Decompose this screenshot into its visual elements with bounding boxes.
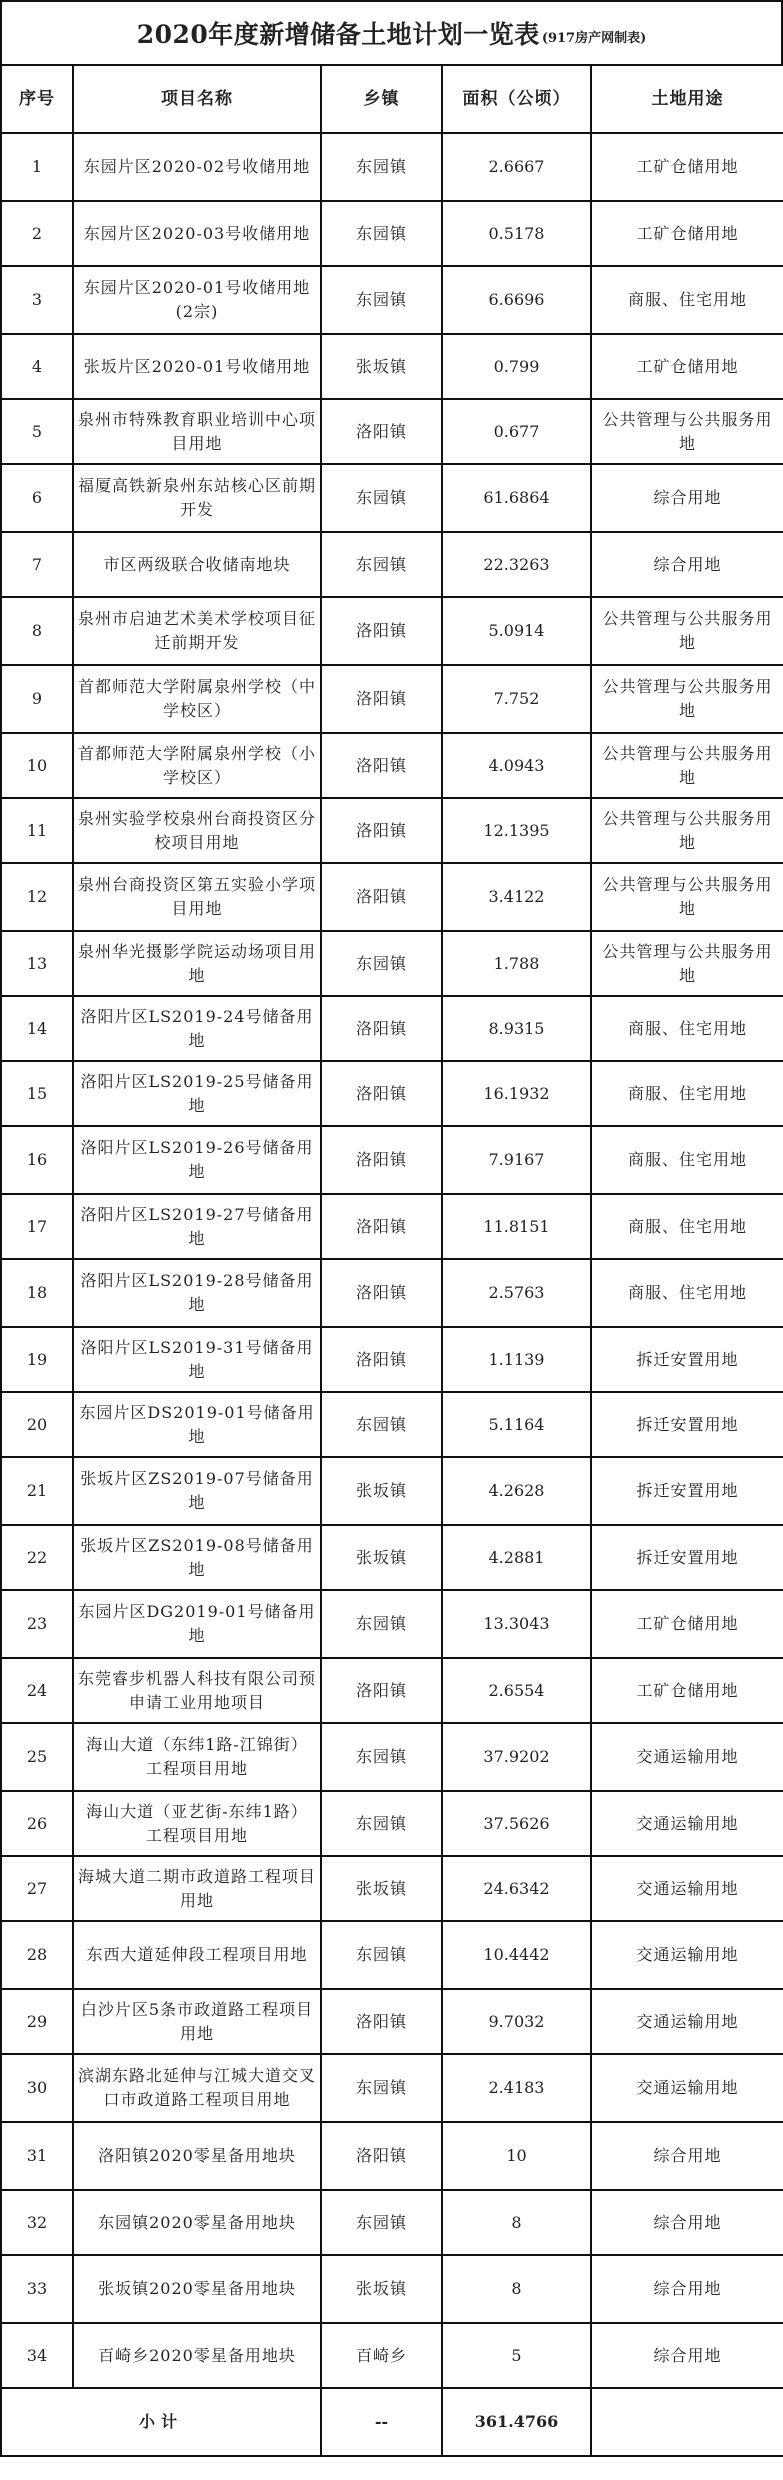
row-area: 4.0943 xyxy=(442,733,591,798)
row-project-name: 东园片区2020-03号收储用地 xyxy=(73,201,321,266)
row-area: 8 xyxy=(442,2255,591,2323)
row-seq: 34 xyxy=(1,2323,73,2388)
table-row xyxy=(1,1259,783,1327)
row-project-name: 洛阳片区LS2019-31号储备用地 xyxy=(73,1327,321,1392)
row-land-use: 拆迁安置用地 xyxy=(591,1327,783,1392)
row-seq: 10 xyxy=(1,733,73,798)
row-land-use: 综合用地 xyxy=(591,2323,783,2388)
table-row xyxy=(1,266,783,334)
row-seq: 27 xyxy=(1,1856,73,1921)
row-project-name: 福厦高铁新泉州东站核心区前期开发 xyxy=(73,464,321,532)
row-town: 张坂镇 xyxy=(321,334,442,399)
row-area: 11.8151 xyxy=(442,1194,591,1259)
header-area: 面积（公顷） xyxy=(442,65,591,133)
row-seq: 13 xyxy=(1,931,73,996)
row-town: 东园镇 xyxy=(321,464,442,532)
table-row xyxy=(1,1989,783,2054)
table-row xyxy=(1,532,783,597)
row-area: 1.1139 xyxy=(442,1327,591,1392)
row-area: 7.9167 xyxy=(442,1126,591,1194)
row-seq: 33 xyxy=(1,2255,73,2323)
subtotal-row xyxy=(1,2388,783,2456)
row-land-use: 商服、住宅用地 xyxy=(591,1126,783,1194)
table-row xyxy=(1,2323,783,2388)
row-area: 7.752 xyxy=(442,665,591,733)
row-project-name: 市区两级联合收储南地块 xyxy=(73,532,321,597)
row-area: 2.6554 xyxy=(442,1658,591,1723)
table-row xyxy=(1,1658,783,1723)
row-seq: 30 xyxy=(1,2054,73,2122)
row-seq: 24 xyxy=(1,1658,73,1723)
row-area: 37.5626 xyxy=(442,1791,591,1856)
row-project-name: 洛阳镇2020零星备用地块 xyxy=(73,2122,321,2190)
row-project-name: 首都师范大学附属泉州学校（小学校区） xyxy=(73,733,321,798)
row-project-name: 东园片区2020-02号收储用地 xyxy=(73,133,321,201)
row-land-use: 工矿仓储用地 xyxy=(591,1590,783,1658)
row-project-name: 东园片区2020-01号收储用地(2宗) xyxy=(73,266,321,334)
table-row xyxy=(1,798,783,863)
row-seq: 3 xyxy=(1,266,73,334)
row-land-use: 交通运输用地 xyxy=(591,1791,783,1856)
row-seq: 6 xyxy=(1,464,73,532)
table-row xyxy=(1,733,783,798)
row-land-use: 商服、住宅用地 xyxy=(591,996,783,1061)
table-row xyxy=(1,2255,783,2323)
row-seq: 16 xyxy=(1,1126,73,1194)
row-town: 洛阳镇 xyxy=(321,1989,442,2054)
row-land-use: 交通运输用地 xyxy=(591,2054,783,2122)
row-land-use: 交通运输用地 xyxy=(591,1989,783,2054)
table-row xyxy=(1,1590,783,1658)
row-seq: 1 xyxy=(1,133,73,201)
row-area: 9.7032 xyxy=(442,1989,591,2054)
table-row xyxy=(1,665,783,733)
row-seq: 20 xyxy=(1,1392,73,1457)
row-town: 东园镇 xyxy=(321,133,442,201)
row-area: 10 xyxy=(442,2122,591,2190)
row-land-use: 公共管理与公共服务用地 xyxy=(591,798,783,863)
row-seq: 5 xyxy=(1,399,73,464)
row-land-use: 商服、住宅用地 xyxy=(591,1194,783,1259)
table-row xyxy=(1,1791,783,1856)
row-area: 10.4442 xyxy=(442,1921,591,1989)
row-town: 洛阳镇 xyxy=(321,597,442,665)
row-land-use: 交通运输用地 xyxy=(591,1723,783,1791)
row-project-name: 东园片区DS2019-01号储备用地 xyxy=(73,1392,321,1457)
row-project-name: 百崎乡2020零星备用地块 xyxy=(73,2323,321,2388)
table-row xyxy=(1,2054,783,2122)
row-land-use: 交通运输用地 xyxy=(591,1856,783,1921)
row-seq: 19 xyxy=(1,1327,73,1392)
row-town: 张坂镇 xyxy=(321,1856,442,1921)
row-town: 张坂镇 xyxy=(321,2255,442,2323)
row-area: 6.6696 xyxy=(442,266,591,334)
row-project-name: 洛阳片区LS2019-28号储备用地 xyxy=(73,1259,321,1327)
row-project-name: 白沙片区5条市政道路工程项目用地 xyxy=(73,1989,321,2054)
table-row xyxy=(1,133,783,201)
row-land-use: 综合用地 xyxy=(591,2122,783,2190)
row-land-use: 综合用地 xyxy=(591,2190,783,2255)
row-town: 洛阳镇 xyxy=(321,2122,442,2190)
row-land-use: 拆迁安置用地 xyxy=(591,1525,783,1590)
header-town: 乡镇 xyxy=(321,65,442,133)
row-project-name: 东园镇2020零星备用地块 xyxy=(73,2190,321,2255)
row-land-use: 公共管理与公共服务用地 xyxy=(591,931,783,996)
row-land-use: 综合用地 xyxy=(591,2255,783,2323)
row-area: 24.6342 xyxy=(442,1856,591,1921)
row-area: 37.9202 xyxy=(442,1723,591,1791)
row-town: 东园镇 xyxy=(321,1723,442,1791)
row-town: 洛阳镇 xyxy=(321,1259,442,1327)
row-area: 61.6864 xyxy=(442,464,591,532)
row-area: 5.0914 xyxy=(442,597,591,665)
row-project-name: 张坂片区ZS2019-08号储备用地 xyxy=(73,1525,321,1590)
row-project-name: 首都师范大学附属泉州学校（中学校区） xyxy=(73,665,321,733)
row-seq: 31 xyxy=(1,2122,73,2190)
row-project-name: 泉州实验学校泉州台商投资区分校项目用地 xyxy=(73,798,321,863)
row-town: 东园镇 xyxy=(321,532,442,597)
row-project-name: 东莞睿步机器人科技有限公司预申请工业用地项目 xyxy=(73,1658,321,1723)
sheet-title xyxy=(0,0,783,66)
row-seq: 25 xyxy=(1,1723,73,1791)
table-row xyxy=(1,1723,783,1791)
row-area: 8 xyxy=(442,2190,591,2255)
table-row xyxy=(1,1126,783,1194)
row-seq: 7 xyxy=(1,532,73,597)
row-seq: 4 xyxy=(1,334,73,399)
row-land-use: 公共管理与公共服务用地 xyxy=(591,597,783,665)
table-row xyxy=(1,1061,783,1126)
row-land-use: 综合用地 xyxy=(591,532,783,597)
row-seq: 15 xyxy=(1,1061,73,1126)
subtotal-town: -- xyxy=(321,2388,442,2456)
row-project-name: 海城大道二期市政道路工程项目用地 xyxy=(73,1856,321,1921)
row-town: 洛阳镇 xyxy=(321,798,442,863)
row-town: 洛阳镇 xyxy=(321,996,442,1061)
row-seq: 23 xyxy=(1,1590,73,1658)
row-project-name: 洛阳片区LS2019-27号储备用地 xyxy=(73,1194,321,1259)
row-town: 东园镇 xyxy=(321,266,442,334)
table-row xyxy=(1,1194,783,1259)
land-plan-table xyxy=(0,64,783,2457)
row-area: 8.9315 xyxy=(442,996,591,1061)
row-land-use: 综合用地 xyxy=(591,464,783,532)
row-project-name: 海山大道（亚艺街-东纬1路）工程项目用地 xyxy=(73,1791,321,1856)
row-land-use: 工矿仓储用地 xyxy=(591,201,783,266)
row-seq: 32 xyxy=(1,2190,73,2255)
row-town: 东园镇 xyxy=(321,1590,442,1658)
row-land-use: 公共管理与公共服务用地 xyxy=(591,733,783,798)
table-row xyxy=(1,863,783,931)
row-town: 东园镇 xyxy=(321,2054,442,2122)
header-seq: 序号 xyxy=(1,65,73,133)
row-seq: 29 xyxy=(1,1989,73,2054)
table-row xyxy=(1,1392,783,1457)
row-town: 洛阳镇 xyxy=(321,733,442,798)
table-row xyxy=(1,597,783,665)
row-town: 张坂镇 xyxy=(321,1457,442,1525)
row-land-use: 商服、住宅用地 xyxy=(591,1061,783,1126)
row-seq: 14 xyxy=(1,996,73,1061)
table-row xyxy=(1,2122,783,2190)
row-area: 13.3043 xyxy=(442,1590,591,1658)
row-area: 2.6667 xyxy=(442,133,591,201)
table-row xyxy=(1,1327,783,1392)
row-project-name: 洛阳片区LS2019-25号储备用地 xyxy=(73,1061,321,1126)
row-land-use: 工矿仓储用地 xyxy=(591,133,783,201)
table-row xyxy=(1,399,783,464)
table-row xyxy=(1,2190,783,2255)
row-seq: 8 xyxy=(1,597,73,665)
row-town: 东园镇 xyxy=(321,201,442,266)
row-area: 1.788 xyxy=(442,931,591,996)
row-seq: 26 xyxy=(1,1791,73,1856)
subtotal-use xyxy=(591,2388,783,2456)
row-project-name: 泉州华光摄影学院运动场项目用地 xyxy=(73,931,321,996)
table-row xyxy=(1,201,783,266)
row-area: 0.5178 xyxy=(442,201,591,266)
row-project-name: 洛阳片区LS2019-24号储备用地 xyxy=(73,996,321,1061)
row-seq: 11 xyxy=(1,798,73,863)
row-area: 3.4122 xyxy=(442,863,591,931)
header-land-use: 土地用途 xyxy=(591,65,783,133)
row-project-name: 洛阳片区LS2019-26号储备用地 xyxy=(73,1126,321,1194)
row-town: 百崎乡 xyxy=(321,2323,442,2388)
row-area: 16.1932 xyxy=(442,1061,591,1126)
row-area: 4.2628 xyxy=(442,1457,591,1525)
table-row xyxy=(1,334,783,399)
row-seq: 9 xyxy=(1,665,73,733)
row-land-use: 工矿仓储用地 xyxy=(591,334,783,399)
row-land-use: 商服、住宅用地 xyxy=(591,1259,783,1327)
row-town: 东园镇 xyxy=(321,2190,442,2255)
row-area: 0.677 xyxy=(442,399,591,464)
table-row xyxy=(1,1921,783,1989)
row-seq: 12 xyxy=(1,863,73,931)
row-town: 洛阳镇 xyxy=(321,399,442,464)
row-project-name: 海山大道（东纬1路-江锦街）工程项目用地 xyxy=(73,1723,321,1791)
row-project-name: 东园片区DG2019-01号储备用地 xyxy=(73,1590,321,1658)
row-town: 洛阳镇 xyxy=(321,1194,442,1259)
row-project-name: 滨湖东路北延伸与江城大道交叉口市政道路工程项目用地 xyxy=(73,2054,321,2122)
row-project-name: 东西大道延伸段工程项目用地 xyxy=(73,1921,321,1989)
row-area: 5 xyxy=(442,2323,591,2388)
table-row xyxy=(1,1525,783,1590)
row-seq: 28 xyxy=(1,1921,73,1989)
table-row xyxy=(1,464,783,532)
row-town: 东园镇 xyxy=(321,1791,442,1856)
row-town: 东园镇 xyxy=(321,1392,442,1457)
row-area: 5.1164 xyxy=(442,1392,591,1457)
table-row xyxy=(1,1856,783,1921)
row-project-name: 泉州市启迪艺术美术学校项目征迁前期开发 xyxy=(73,597,321,665)
table-body xyxy=(1,133,783,2388)
row-land-use: 商服、住宅用地 xyxy=(591,266,783,334)
row-land-use: 拆迁安置用地 xyxy=(591,1457,783,1525)
row-seq: 22 xyxy=(1,1525,73,1590)
row-land-use: 拆迁安置用地 xyxy=(591,1392,783,1457)
table-header-row xyxy=(1,65,783,133)
row-town: 洛阳镇 xyxy=(321,1658,442,1723)
row-town: 洛阳镇 xyxy=(321,1327,442,1392)
row-land-use: 公共管理与公共服务用地 xyxy=(591,863,783,931)
header-project-name: 项目名称 xyxy=(73,65,321,133)
table-row xyxy=(1,1457,783,1525)
subtotal-label: 小计 xyxy=(1,2388,321,2456)
row-town: 东园镇 xyxy=(321,931,442,996)
row-town: 东园镇 xyxy=(321,1921,442,1989)
row-area: 2.5763 xyxy=(442,1259,591,1327)
title-main: 2020年度新增储备土地计划一览表 xyxy=(136,20,540,49)
subtotal-area: 361.4766 xyxy=(442,2388,591,2456)
row-area: 4.2881 xyxy=(442,1525,591,1590)
row-seq: 18 xyxy=(1,1259,73,1327)
row-town: 洛阳镇 xyxy=(321,1126,442,1194)
table-row xyxy=(1,996,783,1061)
row-area: 12.1395 xyxy=(442,798,591,863)
row-land-use: 公共管理与公共服务用地 xyxy=(591,399,783,464)
row-land-use: 工矿仓储用地 xyxy=(591,1658,783,1723)
row-town: 洛阳镇 xyxy=(321,665,442,733)
row-area: 2.4183 xyxy=(442,2054,591,2122)
row-project-name: 泉州台商投资区第五实验小学项目用地 xyxy=(73,863,321,931)
row-land-use: 公共管理与公共服务用地 xyxy=(591,665,783,733)
table-row xyxy=(1,931,783,996)
title-note: (917房产网制表) xyxy=(541,30,647,46)
row-project-name: 张坂片区2020-01号收储用地 xyxy=(73,334,321,399)
row-project-name: 泉州市特殊教育职业培训中心项目用地 xyxy=(73,399,321,464)
row-area: 22.3263 xyxy=(442,532,591,597)
row-seq: 21 xyxy=(1,1457,73,1525)
row-town: 张坂镇 xyxy=(321,1525,442,1590)
row-seq: 17 xyxy=(1,1194,73,1259)
row-area: 0.799 xyxy=(442,334,591,399)
row-town: 洛阳镇 xyxy=(321,863,442,931)
row-land-use: 交通运输用地 xyxy=(591,1921,783,1989)
row-seq: 2 xyxy=(1,201,73,266)
row-project-name: 张坂片区ZS2019-07号储备用地 xyxy=(73,1457,321,1525)
row-town: 洛阳镇 xyxy=(321,1061,442,1126)
row-project-name: 张坂镇2020零星备用地块 xyxy=(73,2255,321,2323)
